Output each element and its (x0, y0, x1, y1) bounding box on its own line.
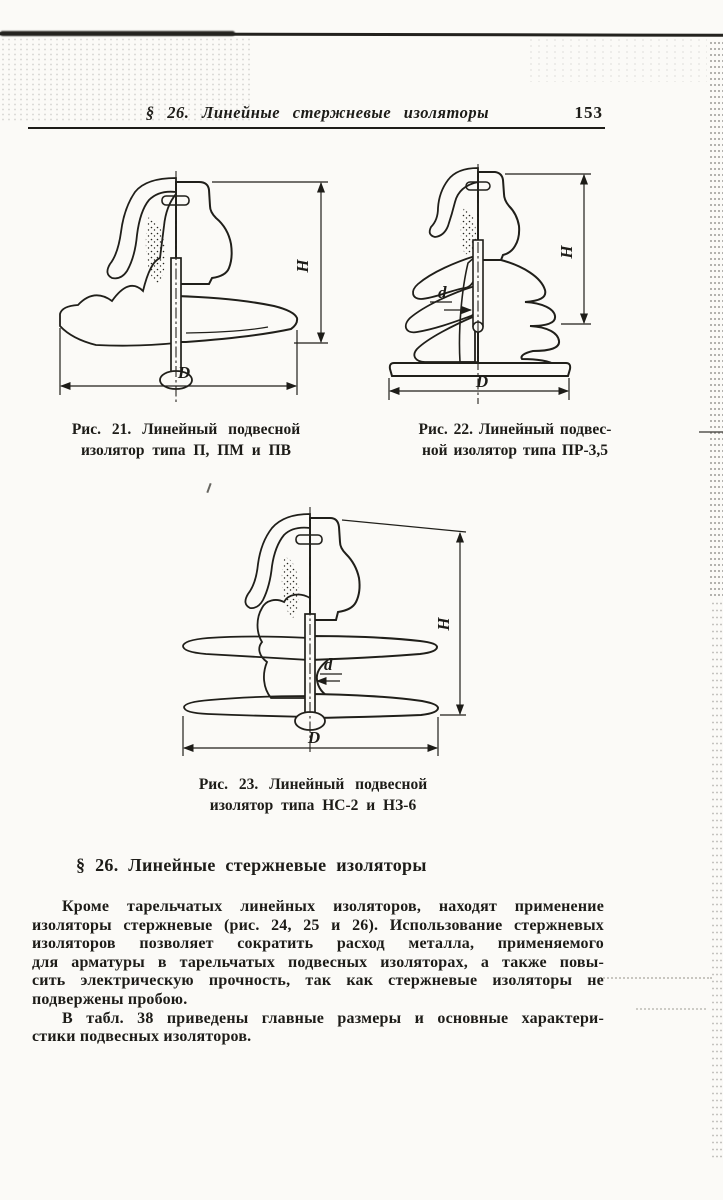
page-number: 153 (574, 103, 603, 122)
body-line: сить электрическую прочность, так как стержневые изоляторы не (32, 972, 604, 990)
caption-line: изолятор типа НС-2 и НЗ-6 (209, 797, 417, 814)
fig23-core-section (258, 595, 311, 698)
figure-22-caption (362, 419, 668, 461)
body-line: изоляторов позволяет сократить расход металла, применяемого (32, 935, 604, 953)
fig23-lower-disc-outline (310, 694, 438, 718)
fig21-dim-height-label: H (293, 259, 312, 273)
fig23-ext-top (342, 520, 466, 532)
figure-21-drawing (36, 166, 336, 410)
fig23-lower-disc-section (184, 696, 310, 717)
fig23-upper-disc-section (183, 637, 310, 661)
section-heading: § 26. Линейные стержневые изоляторы (76, 855, 427, 875)
caption-line: ной изолятор типа ПР-3,5 (422, 442, 608, 459)
running-header (30, 103, 605, 125)
body-line: В табл. 38 приведены главные размеры и основные характери- (62, 1009, 604, 1027)
fig23-cement-stipple (282, 557, 299, 618)
scan-top-edge-smudge (0, 31, 235, 36)
body-line: Кроме тарельчатых линейных изоляторов, находят применение (62, 898, 604, 915)
fig22-dim-height-label: H (557, 245, 576, 259)
header-rule (28, 127, 605, 129)
scan-right-edge-tick (699, 431, 723, 433)
fig23-dim-pin-label: d (324, 655, 333, 674)
fig23-cap-outline (310, 518, 360, 620)
scan-noise-top-right (527, 37, 707, 82)
figure-22-drawing (372, 160, 672, 408)
figure-23-caption (146, 774, 480, 816)
fig21-cap-outline (176, 182, 232, 284)
body-line: для арматуры в тарельчатых подвесных изоляторах, а также повы- (32, 953, 604, 971)
figure-21-caption (30, 419, 342, 461)
caption-line: Рис. 21. Линейный подвесной (71, 421, 301, 438)
caption-line: изолятор типа П, ПМ и ПВ (80, 442, 292, 459)
body-line: стики подвесных изоляторов. (32, 1028, 252, 1046)
fig22-body-outline (478, 260, 559, 365)
scan-noise-right-lower (711, 600, 723, 1160)
scan-dotted-artifact (636, 1008, 706, 1010)
scan-dotted-artifact (600, 977, 712, 979)
fig22-skirt-section-lower (414, 316, 475, 362)
body-line: изоляторы стержневые (рис. 24, 25 и 26). Использование стержневых (32, 916, 604, 934)
fig22-cap-outline (478, 172, 519, 260)
fig21-disc-outline (176, 296, 297, 342)
fig22-dim-pin-label: d (438, 283, 447, 302)
figure-23-drawing (160, 502, 475, 772)
caption-line: Рис. 23. Линейный подвесной (198, 776, 428, 793)
fig22-dim-diameter-label: D (475, 372, 489, 391)
fig21-dim-diameter-label: D (177, 363, 191, 382)
body-text (32, 898, 604, 1047)
scan-slash-artifact (206, 483, 211, 493)
fig23-dim-height-label: H (434, 617, 453, 631)
scan-noise-right-upper (709, 40, 723, 600)
caption-line: Рис. 22. Линейный подвес- (418, 421, 612, 438)
running-header-title: § 26. Линейные стержневые изоляторы (145, 103, 490, 122)
body-line: подвержены пробою. (32, 990, 188, 1008)
fig23-dim-diameter-label: D (307, 728, 321, 747)
fig21-cap-section (107, 178, 176, 278)
